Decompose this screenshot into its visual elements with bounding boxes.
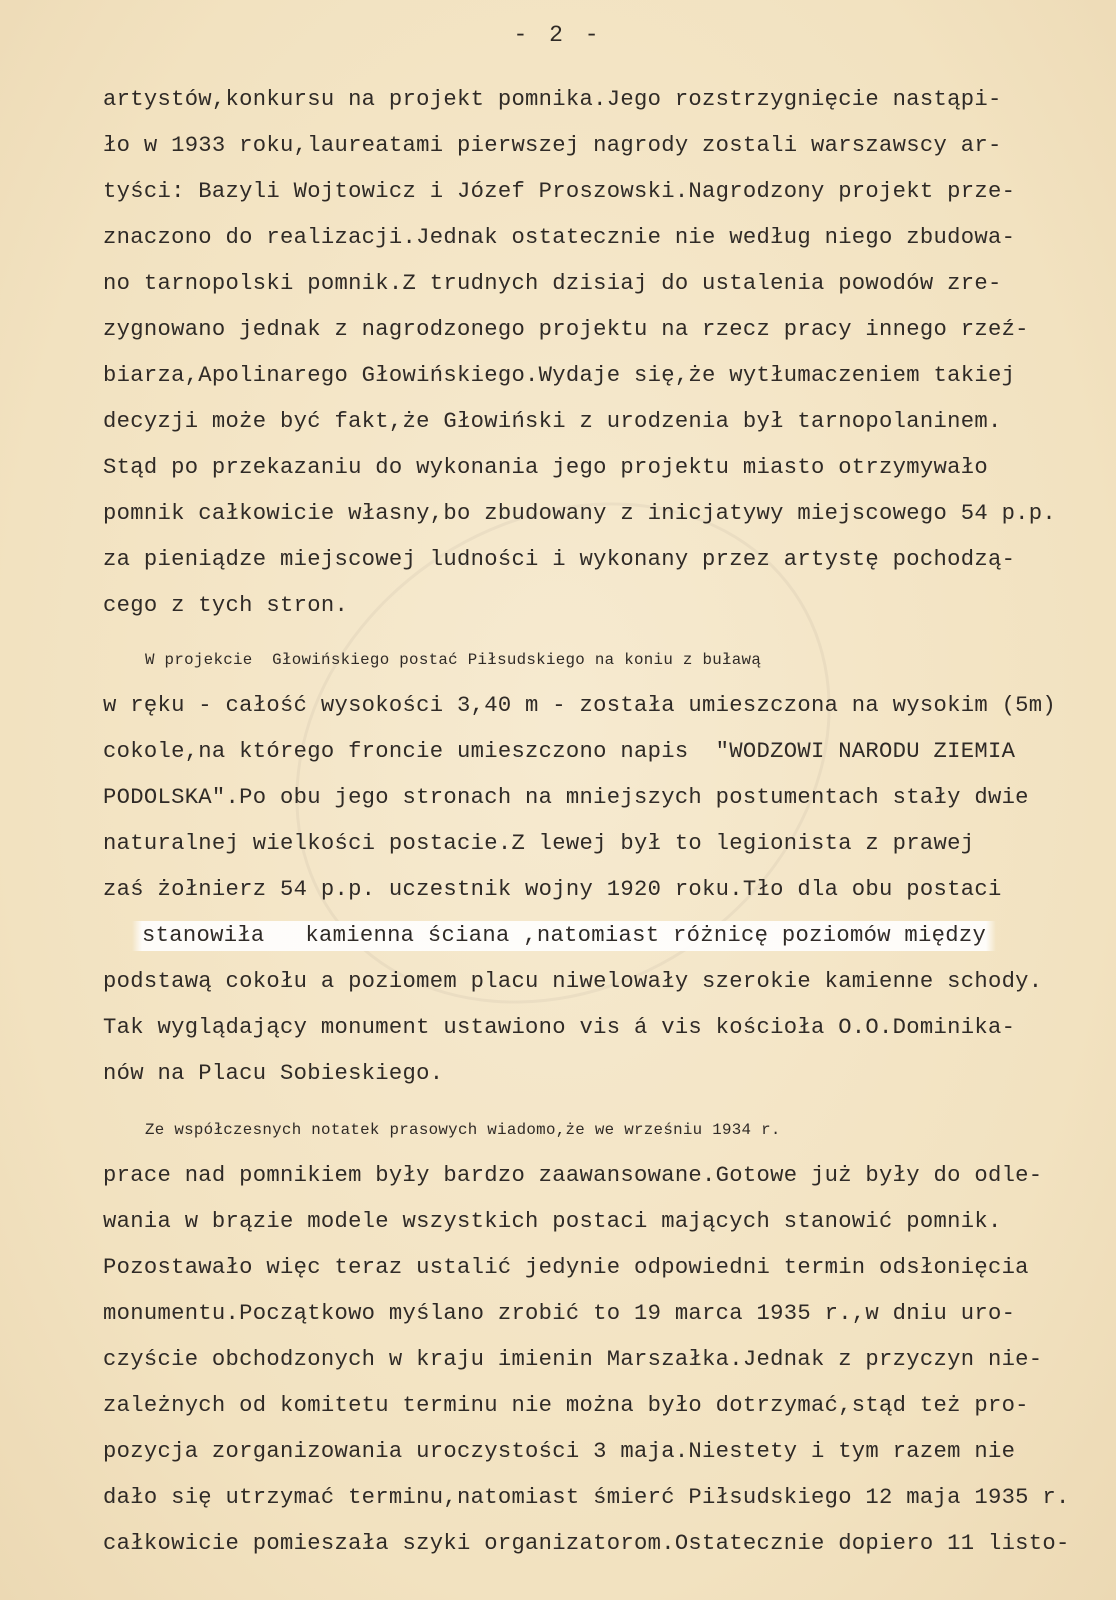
text-line: biarza,Apolinarego Głowińskiego.Wydaje się,że wytłumaczeniem takiej [103,363,1016,388]
text-line: stanowiła kamienna ściana ,natomiast różnicę poziomów między [132,921,996,951]
text-line: zaś żołnierz 54 p.p. uczestnik wojny 1920 roku.Tło dla obu postaci [103,877,1002,902]
text-line: artystów,konkursu na projekt pomnika.Jego rozstrzygnięcie nastąpi- [103,87,1002,112]
text-line: zygnowano jednak z nagrodzonego projektu na rzecz pracy innego rzeź- [103,317,1029,342]
text-line: podstawą cokołu a poziomem placu niwelowały szerokie kamienne schody. [103,969,1043,994]
text-line: prace nad pomnikiem były bardzo zaawansowane.Gotowe już były do odle- [103,1163,1043,1188]
text-line: Ze współczesnych notatek prasowych wiadomo,że we wrześniu 1934 r. [145,1121,781,1139]
page-number: - 2 - [513,22,603,48]
text-line: pozycja zorganizowania uroczystości 3 maja.Niestety i tym razem nie [103,1439,1016,1464]
text-line: PODOLSKA".Po obu jego stronach na mniejszych postumentach stały dwie [103,785,1029,810]
text-line: naturalnej wielkości postacie.Z lewej był to legionista z prawej [103,831,975,856]
text-line: decyzji może być fakt,że Głowiński z urodzenia był tarnopolaninem. [103,409,1002,434]
text-line: nów na Placu Sobieskiego. [103,1061,444,1086]
text-line: Pozostawało więc teraz ustalić jedynie odpowiedni termin odsłonięcia [103,1255,1029,1280]
text-line: czyście obchodzonych w kraju imienin Marszałka.Jednak z przyczyn nie- [103,1347,1043,1372]
text-line: cego z tych stron. [103,593,349,618]
text-line: Stąd po przekazaniu do wykonania jego projektu miasto otrzymywało [103,455,988,480]
text-line: monumentu.Początkowo myślano zrobić to 19 marca 1935 r.,w dniu uro- [103,1301,1016,1326]
text-line: zależnych od komitetu terminu nie można było dotrzymać,stąd też pro- [103,1393,1029,1418]
text-line: W projekcie Głowińskiego postać Piłsudskiego na koniu z buławą [145,651,762,669]
text-line: w ręku - całość wysokości 3,40 m - została umieszczona na wysokim (5m) [103,693,1057,718]
text-line: całkowicie pomieszała szyki organizatorom.Ostatecznie dopiero 11 listo- [103,1531,1070,1556]
text-line: cokole,na którego froncie umieszczono napis "WODZOWI NARODU ZIEMIA [103,739,1016,764]
text-line: no tarnopolski pomnik.Z trudnych dzisiaj do ustalenia powodów zre- [103,271,1002,296]
text-line: ło w 1933 roku,laureatami pierwszej nagrody zostali warszawscy ar- [103,133,1002,158]
text-line: za pieniądze miejscowej ludności i wykonany przez artystę pochodzą- [103,547,1016,572]
text-line: Tak wyglądający monument ustawiono vis á vis kościoła O.O.Dominika- [103,1015,1016,1040]
text-line: znaczono do realizacji.Jednak ostatecznie nie według niego zbudowa- [103,225,1016,250]
text-line: tyści: Bazyli Wojtowicz i Józef Proszowski.Nagrodzony projekt prze- [103,179,1016,204]
text-line: dało się utrzymać terminu,natomiast śmierć Piłsudskiego 12 maja 1935 r. [103,1485,1070,1510]
text-line: wania w brązie modele wszystkich postaci mających stanowić pomnik. [103,1209,1002,1234]
text-line: pomnik całkowicie własny,bo zbudowany z inicjatywy miejscowego 54 p.p. [103,501,1057,526]
